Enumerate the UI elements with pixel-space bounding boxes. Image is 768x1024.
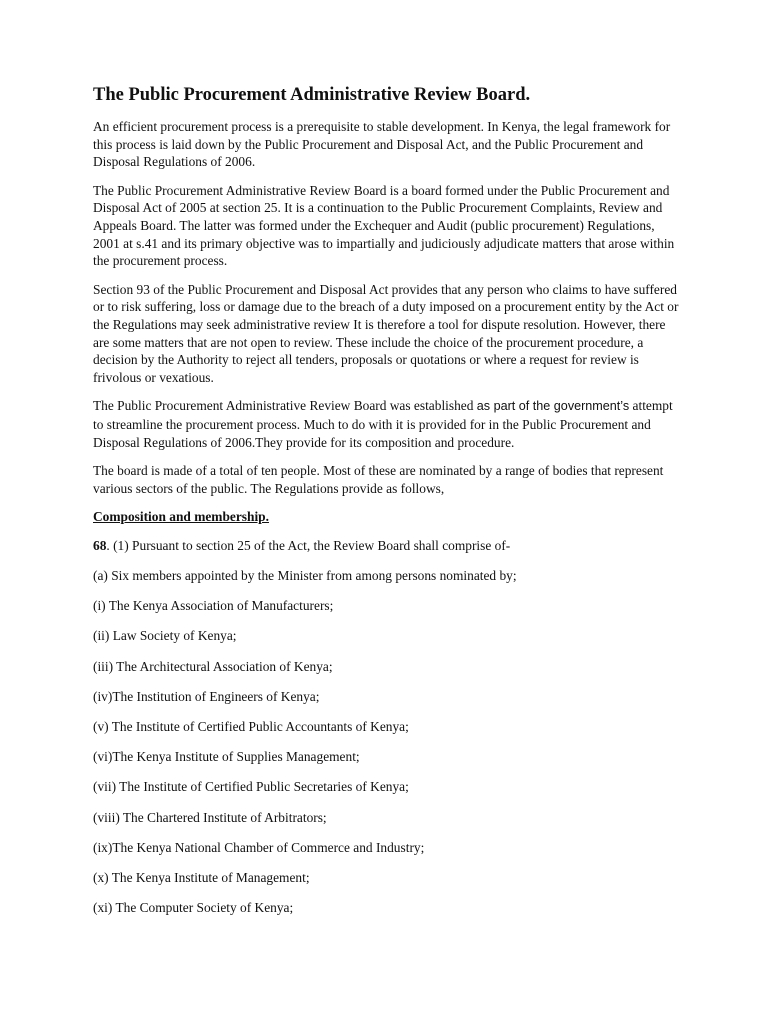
list-item: (ii) Law Society of Kenya; (93, 628, 237, 644)
paragraph-4-calibri-fragment: as part of the government’s (476, 399, 630, 414)
paragraph-4-start: The Public Procurement Administrative Review Board was established (93, 398, 477, 414)
paragraph-4 (93, 397, 682, 451)
list-item: (x) The Kenya Institute of Management; (93, 869, 310, 885)
list-item: (vii) The Institute of Certified Public Secretaries of Kenya; (93, 779, 409, 795)
paragraph-5: The board is made of a total of ten people. Most of these are nominated by a range of bodies that represent various sectors of the public. The Regulations provide as follows, (93, 463, 664, 496)
list-item: (vi)The Kenya Institute of Supplies Management; (93, 749, 360, 765)
list-item: (viii) The Chartered Institute of Arbitrators; (93, 809, 327, 825)
paragraph-3: Section 93 of the Public Procurement and Disposal Act provides that any person who claims to have suffered or to risk suffering, loss or damage due to the breach of a duty imposed on a procurement entity by the Act or the Regulations may seek administrative review It is therefore a tool for dispute resolution. However, there are some matters that are not open to review. These include the choice of the procurement procedure, a decision by the Authority to reject all tenders, proposals or quotations or where a request for review is frivolous or vexatious. (93, 281, 679, 385)
regulation-text: . (1) Pursuant to section 25 of the Act, the Review Board shall comprise of- (106, 537, 511, 553)
sub-clause-a: (a) Six members appointed by the Minister from among persons nominated by; (93, 568, 517, 584)
paragraph-4-end: attempt to streamline the procurement process. Much to do with it is provided for in the Public Procurement and Disposal Regulations of 2006.They provide for its composition and procedure. (93, 398, 673, 450)
list-item: (iii) The Architectural Association of Kenya; (93, 658, 333, 674)
paragraph-1: An efficient procurement process is a prerequisite to stable development. In Kenya, the legal framework for this process is laid down by the Public Procurement and Disposal Act, and the Public Procurement and Disposal Regulations of 2006. (93, 119, 671, 170)
list-item: (i) The Kenya Association of Manufacturers; (93, 598, 334, 614)
list-item: (ix)The Kenya National Chamber of Commerce and Industry; (93, 839, 425, 855)
list-item: (v) The Institute of Certified Public Accountants of Kenya; (93, 719, 409, 734)
list-item: (xi) The Computer Society of Kenya; (93, 900, 294, 916)
section-heading: Composition and membership. (93, 509, 269, 525)
list-item: (iv)The Institution of Engineers of Kenya; (93, 688, 320, 704)
regulation-list (93, 537, 682, 917)
document-title: The Public Procurement Administrative Review Board. (93, 85, 531, 105)
regulation-number: 68 (93, 537, 107, 553)
paragraph-2: The Public Procurement Administrative Review Board is a board formed under the Public Procurement and Disposal Act of 2005 at section 25. It is a continuation to the Public Procurement Complaints, Review and Appeals Board. The latter was formed under the Exchequer and Audit (public procurement) Regulations, 2001 at s.41 and its primary objective was to impartially and judiciously adjudicate matters that arose within the procurement process. (93, 182, 675, 269)
regulation-68 (93, 537, 682, 555)
